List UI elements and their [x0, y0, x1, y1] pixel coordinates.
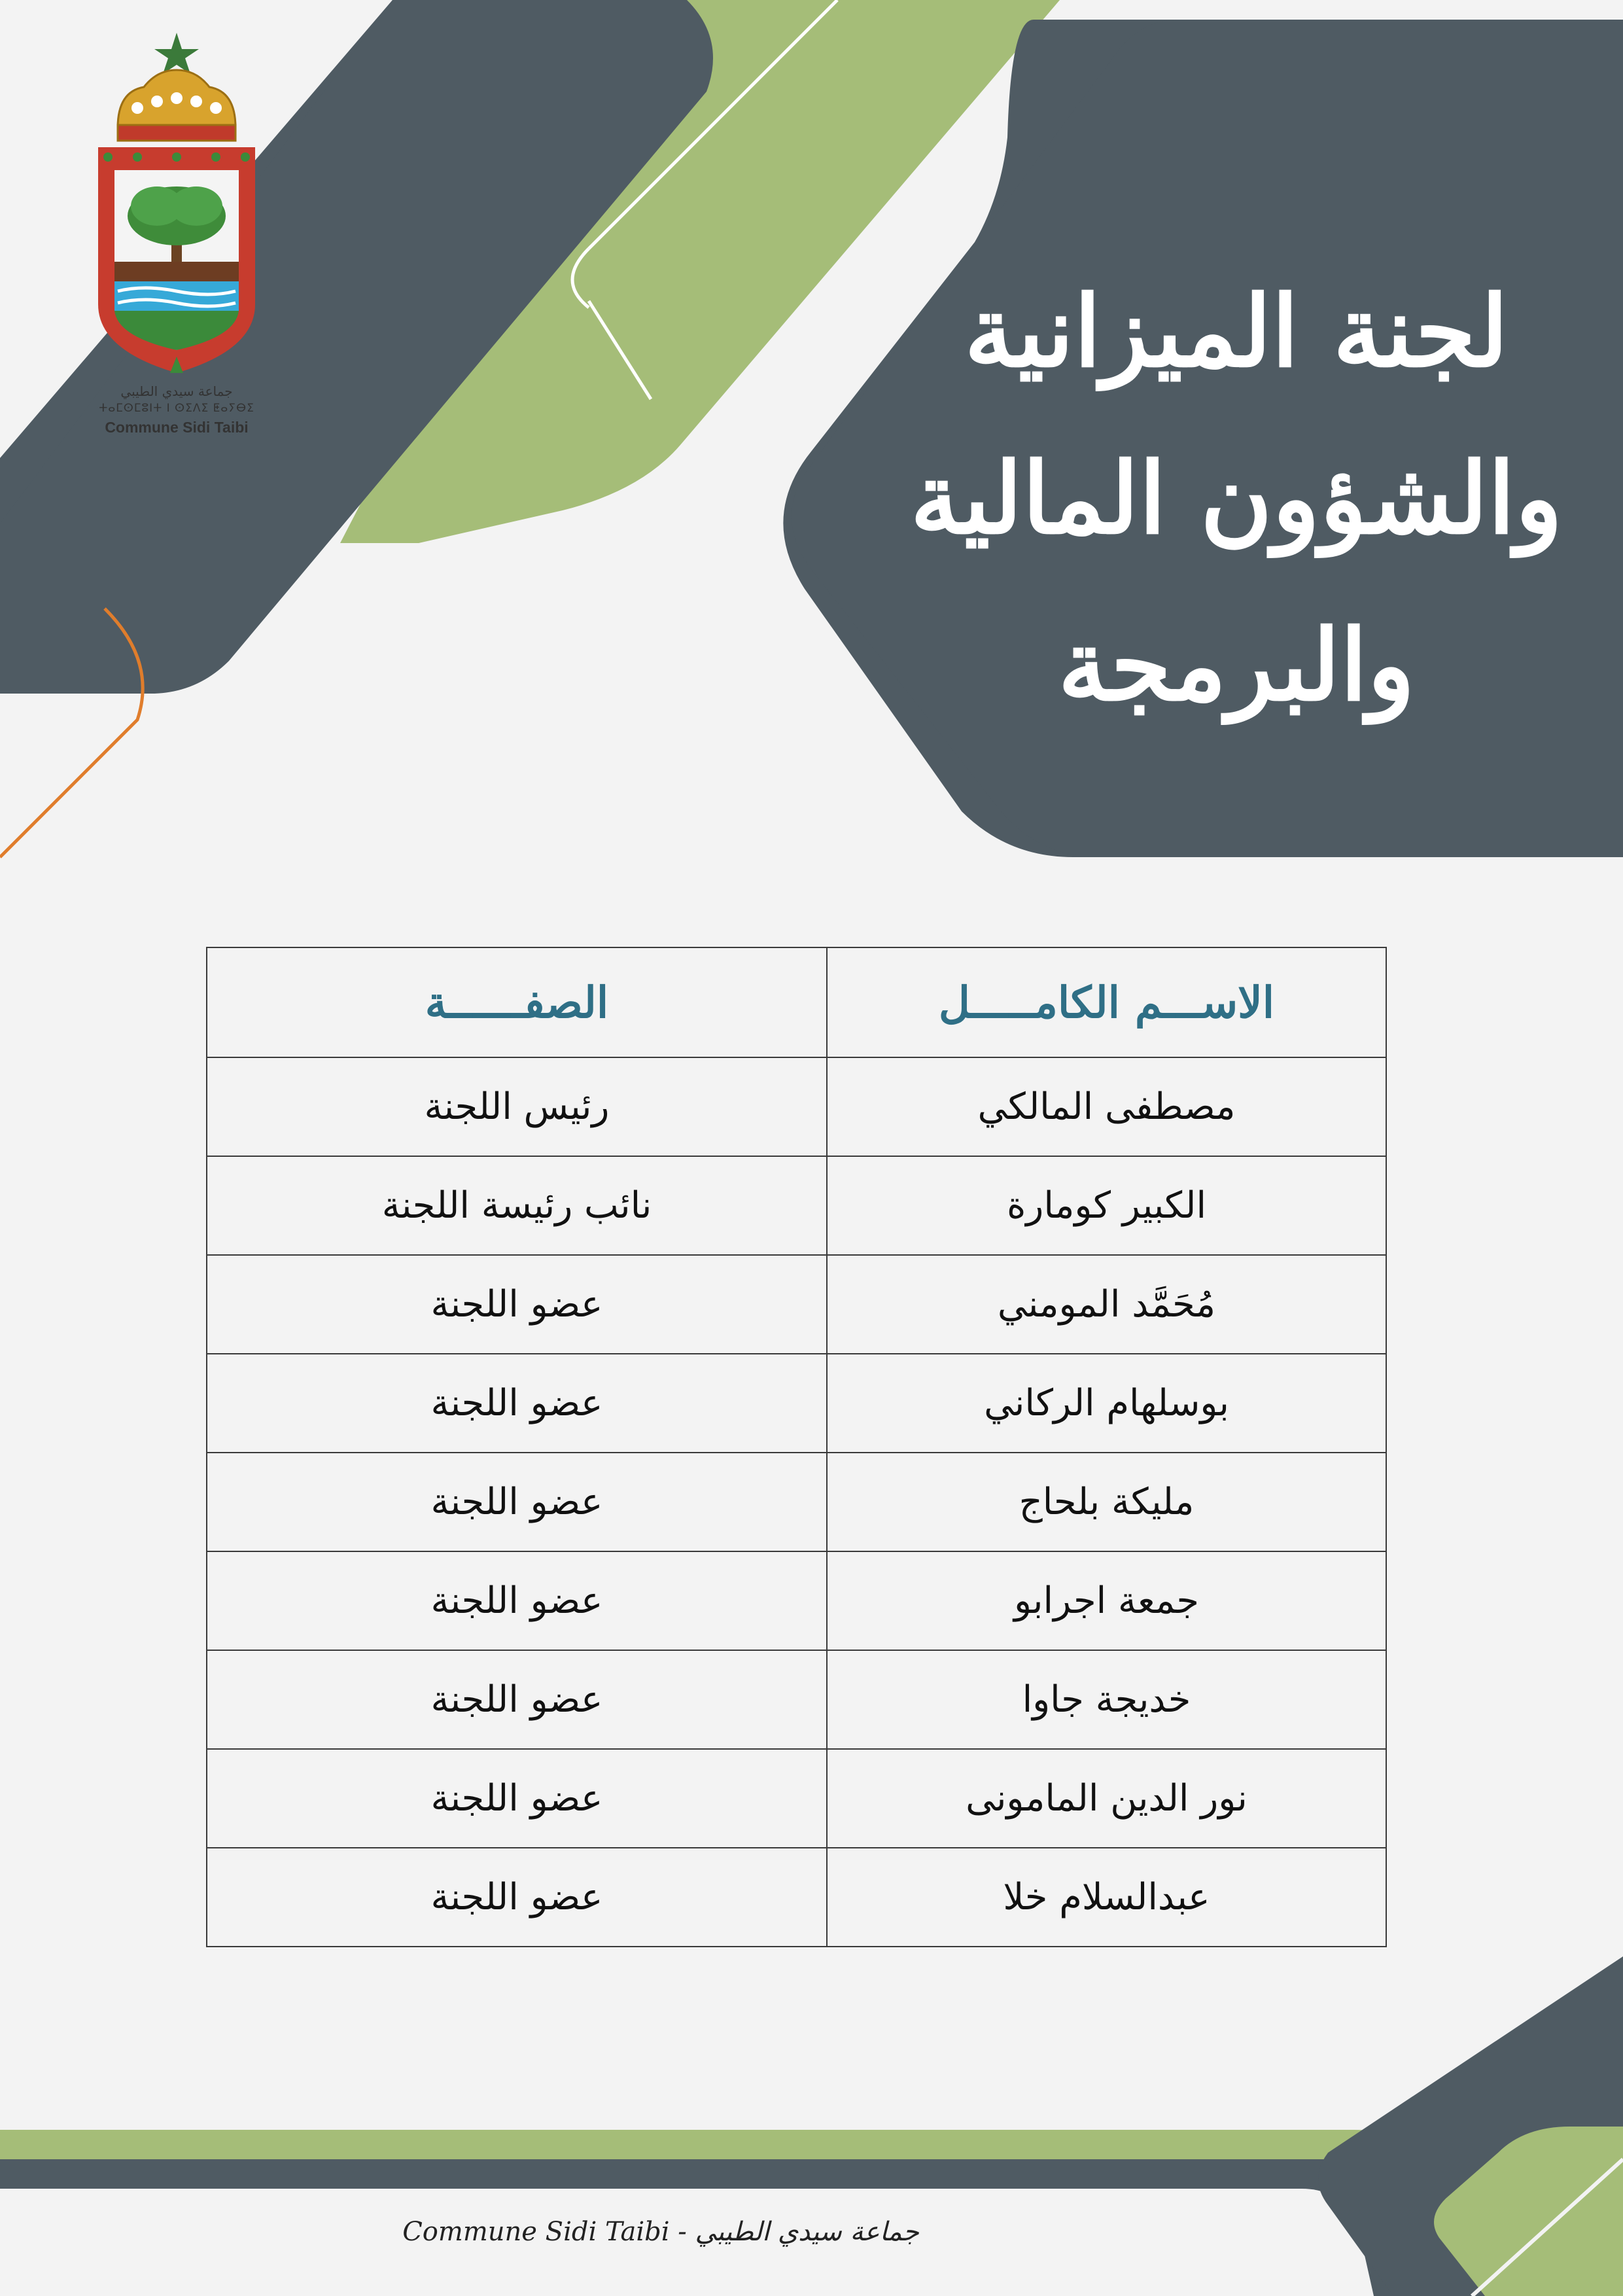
members-table: [206, 947, 1387, 1947]
member-name: عبدالسلام خلا: [827, 1848, 1386, 1947]
table-row: [207, 1848, 1386, 1947]
table-row: [207, 1354, 1386, 1453]
table-row: [207, 1057, 1386, 1156]
committee-title: [877, 249, 1596, 749]
table-row: [207, 1255, 1386, 1354]
coat-of-arms-icon: [92, 29, 262, 383]
member-role: عضو اللجنة: [207, 1848, 827, 1947]
table-row: [207, 1749, 1386, 1848]
logo-tifinagh-text: ⵜⴰⵎⵙⵎⵓⵏⵜ ⵏ ⵙⵉⴷⵉ ⵟⴰⵢⴱⵉ: [99, 402, 254, 415]
member-role: رئيس اللجنة: [207, 1057, 827, 1156]
title-line-1: لجنة الميزانية: [964, 274, 1509, 389]
member-role: عضو اللجنة: [207, 1551, 827, 1650]
title-line-3: والبرمجة: [1058, 608, 1415, 723]
member-role: عضو اللجنة: [207, 1650, 827, 1749]
logo-french-text: Commune Sidi Taibi: [105, 419, 249, 436]
member-name: مليكة بلحاج: [827, 1453, 1386, 1551]
table-row: [207, 1156, 1386, 1255]
member-name: نور الدين المامونى: [827, 1749, 1386, 1848]
logo-arabic-text: جماعة سيدي الطيبي: [120, 383, 233, 399]
member-name: مصطفى المالكي: [827, 1057, 1386, 1156]
header-role: الصفــــــة: [207, 947, 827, 1057]
title-line-2: والشؤون المالية: [910, 441, 1563, 556]
member-role: عضو اللجنة: [207, 1255, 827, 1354]
member-name: مُحَمَّد المومني: [827, 1255, 1386, 1354]
header-full-name: الاســـم الكامـــــل: [827, 947, 1386, 1057]
member-name: خديجة جاوا: [827, 1650, 1386, 1749]
table-row: [207, 1453, 1386, 1551]
member-role: عضو اللجنة: [207, 1749, 827, 1848]
commune-logo: [92, 29, 262, 448]
member-name: الكبير كومارة: [827, 1156, 1386, 1255]
member-name: جمعة اجرابو: [827, 1551, 1386, 1650]
member-name: بوسلهام الركاني: [827, 1354, 1386, 1453]
member-role: عضو اللجنة: [207, 1354, 827, 1453]
table-row: [207, 1551, 1386, 1650]
member-role: نائب رئيسة اللجنة: [207, 1156, 827, 1255]
table-row: [207, 1650, 1386, 1749]
member-role: عضو اللجنة: [207, 1453, 827, 1551]
table-header-row: [207, 947, 1386, 1057]
footer-text: Commune Sidi Taibi - جماعة سيدي الطيبي: [402, 2217, 919, 2247]
